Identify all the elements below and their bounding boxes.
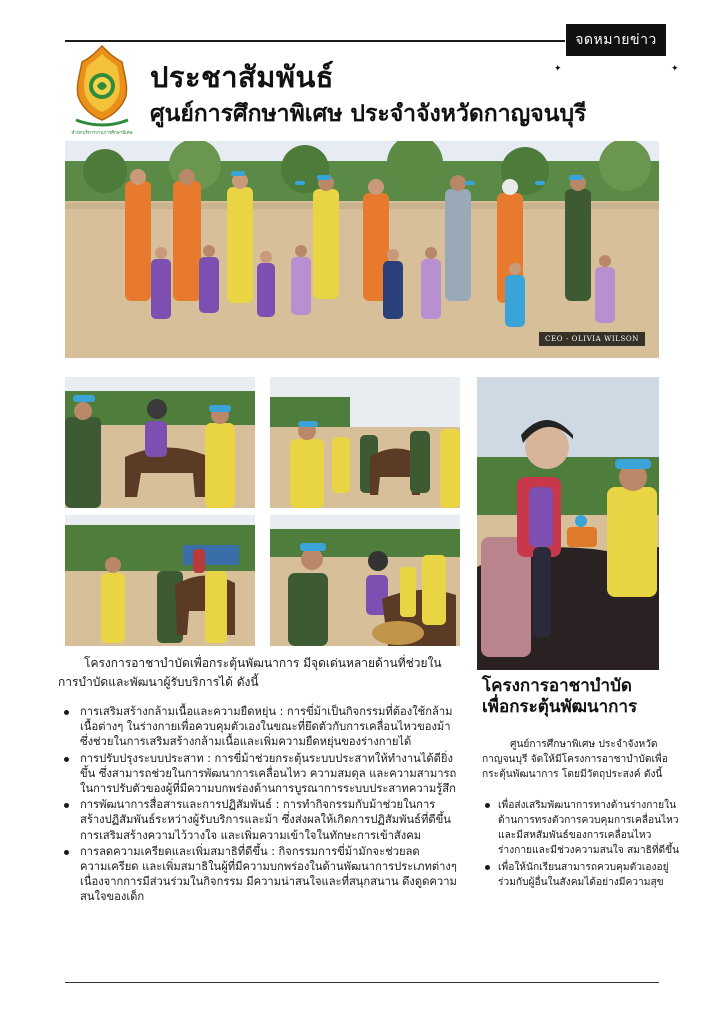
- intro-paragraph: [58, 654, 458, 692]
- objective-list: [482, 798, 682, 892]
- activity-photo-4: [270, 515, 460, 646]
- list-item: เพื่อให้นักเรียนสามารถควบคุมตัวเองอยู่ร่วมกับผู้อื่นในสังคมได้อย่างมีความสุข: [482, 860, 682, 890]
- list-item: การเสริมสร้างกล้ามเนื้อและความยืดหยุ่น : การขี่ม้าเป็นกิจกรรมที่ต้องใช้กล้ามเนื้อต่างๆ ในร่างกายเพื่อควบคุมตัวเองในขณะที่ยึดตัวกับการเคลื่อนไหวของม้า ซึ่งช่วยในการเสริมสร้างกล้ามเนื้อและเพิ่มความยืดหยุ่นของร่างกายได้: [58, 704, 458, 750]
- side-paragraph: [482, 737, 682, 782]
- sparkle-icon: ✦: [671, 64, 679, 74]
- activity-photo-2: [270, 377, 460, 508]
- school-emblem-logo: [70, 44, 134, 136]
- benefit-list: [58, 704, 458, 906]
- page-title: ประชาสัมพันธ์: [150, 60, 334, 94]
- intro-text: โครงการอาชาบำบัดเพื่อกระตุ้นพัฒนาการ มีจุดเด่นหลายด้านที่ช่วยในการบำบัดและพัฒนาผู้รับบริการได้ ดังนี้: [58, 656, 442, 689]
- page-subtitle: ศูนย์การศึกษาพิเศษ ประจำจังหวัดกาญจนบุรี: [150, 100, 587, 127]
- header-rule: [65, 40, 565, 42]
- svg-text:สำนักบริหารงานการศึกษาพิเศษ: สำนักบริหารงานการศึกษาพิเศษ: [71, 131, 133, 136]
- activity-photo-5: [477, 377, 659, 670]
- activity-photo-3: [65, 515, 255, 646]
- list-item: เพื่อส่งเสริมพัฒนาการทางด้านร่างกายในด้านการทรงตัวการควบคุมการเคลื่อนไหวและมีสหสัมพันธ์ของการเคลื่อนไหวร่างกายและมีช่วงความสนใจ สมาธิที่ดีขึ้น: [482, 798, 682, 858]
- side-text: ศูนย์การศึกษาพิเศษ ประจำจังหวัดกาญจนบุรี จัดให้มีโครงการอาชาบำบัดเพื่อกระตุ้นพัฒนาการ โดยมีวัตถุประสงค์ ดังนี้: [482, 739, 668, 780]
- list-item: การลดความเครียดและเพิ่มสมาธิที่ดีขึ้น : กิจกรรมการขี่ม้ามักจะช่วยลดความเครียด และเพิ่มสมาธิในผู้ที่มีความบกพร่องในด้านพัฒนาการประเภทต่างๆ เนื่องจากการมีส่วนร่วมในกิจกรรม มีความน่าสนใจและที่สนุกสนาน ดึงดูดความสนใจของเด็ก: [58, 844, 458, 905]
- list-item: การปรับปรุงระบบประสาท : การขี่ม้าช่วยกระตุ้นระบบประสาทให้ทำงานได้ดียิ่งขึ้น ซึ่งสามารถช่วยในการพัฒนาการเคลื่อนไหว ความสมดุล และความสามารถในการปรับตัวของผู้ที่มีความบกพร่องด้านการบูรณาการระบบประสาทความรู้สึก: [58, 751, 458, 797]
- group-photo: [65, 141, 659, 358]
- newsletter-tag: จดหมายข่าว: [566, 24, 666, 56]
- side-heading-line-1: โครงการอาชาบำบัด: [482, 676, 632, 696]
- side-heading-line-2: เพื่อกระตุ้นพัฒนาการ: [482, 697, 638, 717]
- side-heading: [482, 676, 682, 718]
- footer-rule: [65, 982, 659, 983]
- sparkle-icon: ✦: [554, 64, 562, 74]
- list-item: การพัฒนาการสื่อสารและการปฏิสัมพันธ์ : การทำกิจกรรมกับม้าช่วยในการสร้างปฏิสัมพันธ์ระหว่างผู้รับบริการและม้า ซึ่งส่งผลให้เกิดการปฏิสัมพันธ์ที่ดีขึ้น การเสริมสร้างความไว้วางใจ และเพิ่มความเข้าใจในทักษะการเข้าสังคม: [58, 797, 458, 843]
- photo-credit: CEO - OLIVIA WILSON: [539, 332, 645, 346]
- activity-photo-1: [65, 377, 255, 508]
